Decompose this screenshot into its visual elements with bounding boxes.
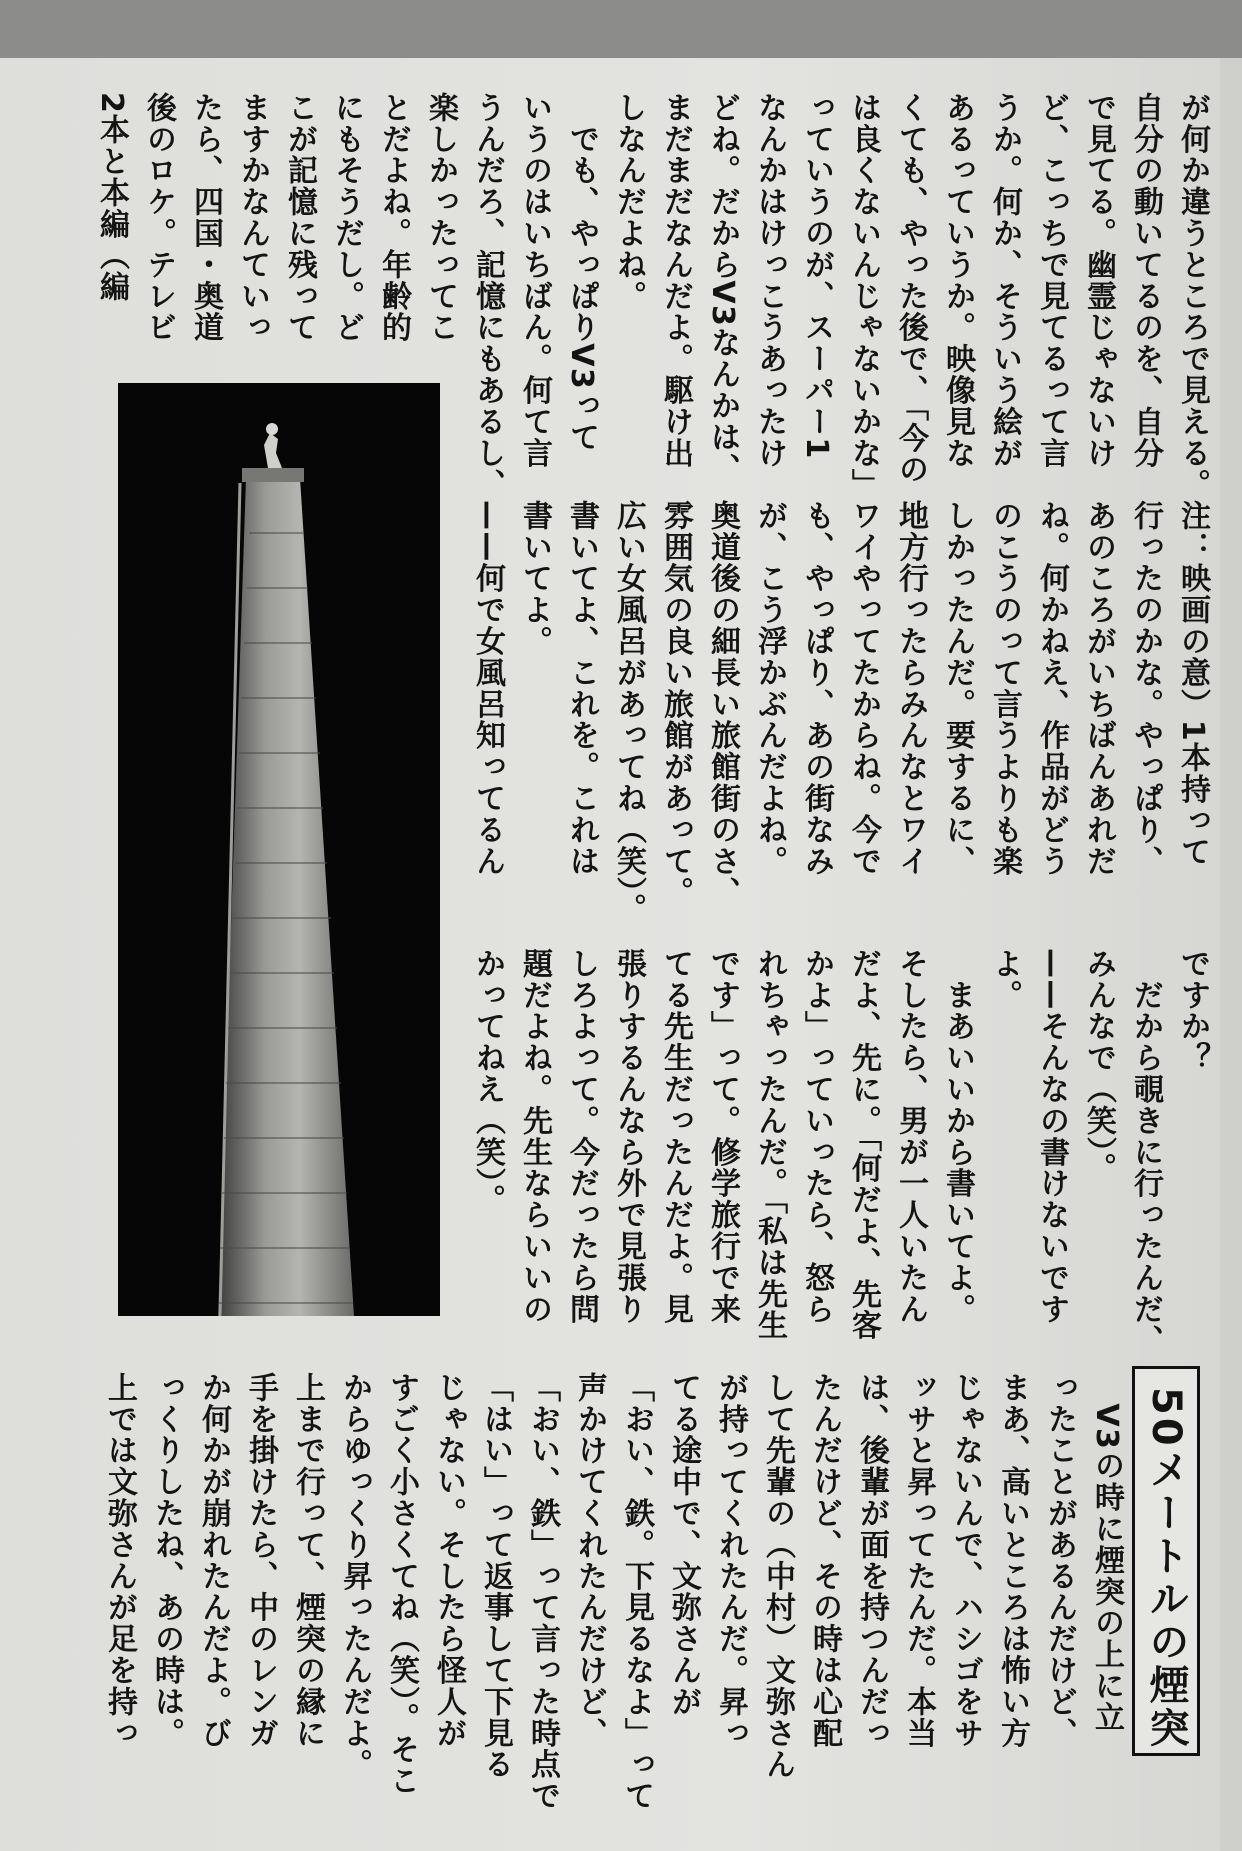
text-block-bottom: V3の時に煙突の上に立 ったことがあるんだけど、 まあ、高いところは怖い方 じゃないんで、ハシゴをサ ッサと昇ってたんだ。本当 は、後輩が面を持つんだっ たんだけど、その時は心配 して先輩の（中村）文弥さん が持ってくれたんだ。昇っ てる途中で、文弥さんが 「おい、鉄。下見るなよ」って 声かけてくれたんだけど、 「おい、鉄」って言った時点で 「はい」って返事して下見る じゃない。そしたら怪人が すごく小さくてね（笑）。そこ からゆっくり昇ったんだよ。 上まで行って、煙突の縁に 手を掛けたら、中のレンガ か何かが崩れたんだよ。び っくりしたね、あの時は。 上では文弥さんが足を持っ [102, 1372, 1124, 1812]
chimney-photo [118, 383, 440, 1316]
chimney-illustration [118, 383, 440, 1316]
text-block-middle-lower: ですか？ だから覗きに行ったんだ、 みんなで（笑）。 ——そんなの書けないです よ。 まあいいから書いてよ。 そしたら、男が一人いたん だよ、先に。「何だよ、先客 かよ」っていったら、怒ら れちゃったんだ。「私は先生 です」って。修学旅行で来 てる先生だったんだよ。見 張りするんなら外で見張り しろよって。今だったら問 題だよね。先生ならいいの かってねえ（笑）。 [470, 948, 1210, 1357]
section-heading: 50メートルの煙突 [1143, 1387, 1189, 1750]
text-block-top: が何か違うところで見える。 自分の動いてるのを、自分 で見てる。幽霊じゃないけ ど、こっちで見てるって言 うか。何か、そういう絵が あるっていうか。映像見な くても、やった後で、「今の は良くないんじゃないかな」 っていうのが、スーパー1 なんかはけっこうあったけ どね。だからV3なんかは、 まだまだなんだよ。駆け出 しなんだよね。 でも、やっぱりV3って いうのはいちばん。何て言 うんだろ、記憶にもあるし、 楽しかったってこ とだよね。年齢的 にもそうだし。ど こが記憶に残って ますかなんていっ たら、四国・奥道 後のロケ。テレビ 2本と本編（編 [94, 92, 1210, 501]
top-band [0, 0, 1242, 58]
page-edge-shadow [1220, 58, 1242, 1851]
text-block-middle-upper: 注：映画の意）1本持って 行ったのかな。やっぱり、 あのころがいちばんあれだ ね。何かねえ、作品がどう のこうのって言うよりも楽 しかったんだ。要するに、 地方行ったらみんなとワイ ワイやってたからね。今で も、やっぱり、あの街なみ が、こう浮かぶんだよね。 奥道後の細長い旅館街のさ、 雰囲気の良い旅館があって。 広い女風呂があってね（笑）。 書いてよ、これを。これは 書いてよ。 ——何で女風呂知ってるん [470, 500, 1210, 925]
section-heading-box [1132, 1366, 1200, 1756]
